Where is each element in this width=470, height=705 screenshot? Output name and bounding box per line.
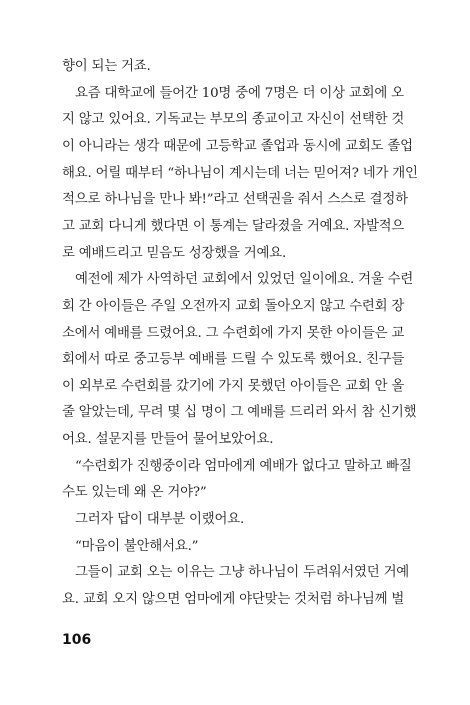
text-line: 향이 되는 거죠. [62, 59, 151, 74]
text-line: 그들이 교회 오는 이유는 그냥 하나님이 두려워서였던 거예 [75, 565, 410, 580]
text-line: 요즘 대학교에 들어간 10명 중에 7명은 더 이상 교회에 오 [75, 86, 404, 101]
text-line: 회에서 따로 중고등부 예배를 드릴 수 있도록 했어요. 친구들 [62, 352, 405, 367]
text-line: 소에서 예배를 드렸어요. 그 수련회에 가지 못한 아이들은 교 [62, 326, 405, 341]
text-line: “수련회가 진행중이라 엄마에게 예배가 없다고 말하고 빠질 [75, 459, 412, 474]
text-line: 이 외부로 수련회를 갔기에 가지 못했던 아이들은 교회 안 올 [62, 379, 405, 394]
text-line: 로 예배드리고 믿음도 성장했을 거예요. [62, 246, 287, 261]
page-number: 106 [62, 632, 92, 648]
text-line: 그러자 답이 대부분 이랬어요. [75, 512, 245, 527]
text-line: 줄 알았는데, 무려 몇 십 명이 그 예배를 드리러 와서 참 신기했 [62, 405, 417, 420]
text-line: 수도 있는데 왜 온 거야?” [62, 485, 207, 500]
text-line: 지 않고 있어요. 기독교는 부모의 종교이고 자신이 선택한 것 [62, 112, 405, 127]
text-line: “마음이 불안해서요.” [75, 539, 199, 554]
text-line: 요. 교회 오지 않으면 엄마에게 야단맞는 것처럼 하나님께 벌 [62, 592, 405, 607]
text-line: 이 아니라는 생각 때문에 고등학교 졸업과 동시에 교회도 졸업 [62, 139, 413, 154]
text-line: 해요. 어릴 때부터 “하나님이 계시는데 너는 믿어져? 네가 개인 [62, 166, 418, 181]
text-line: 고 교회 다니게 했다면 이 통계는 달라졌을 거예요. 자발적으 [62, 219, 405, 234]
text-line: 회 간 아이들은 주일 오전까지 교회 돌아오지 않고 수련회 장 [62, 299, 405, 314]
text-line: 적으로 하나님을 만나 봐!”라고 선택권을 줘서 스스로 결정하 [62, 192, 408, 207]
text-line: 어요. 설문지를 만들어 물어보았어요. [62, 432, 274, 447]
text-line: 예전에 제가 사역하던 교회에서 있었던 일이에요. 겨울 수련 [75, 272, 414, 287]
